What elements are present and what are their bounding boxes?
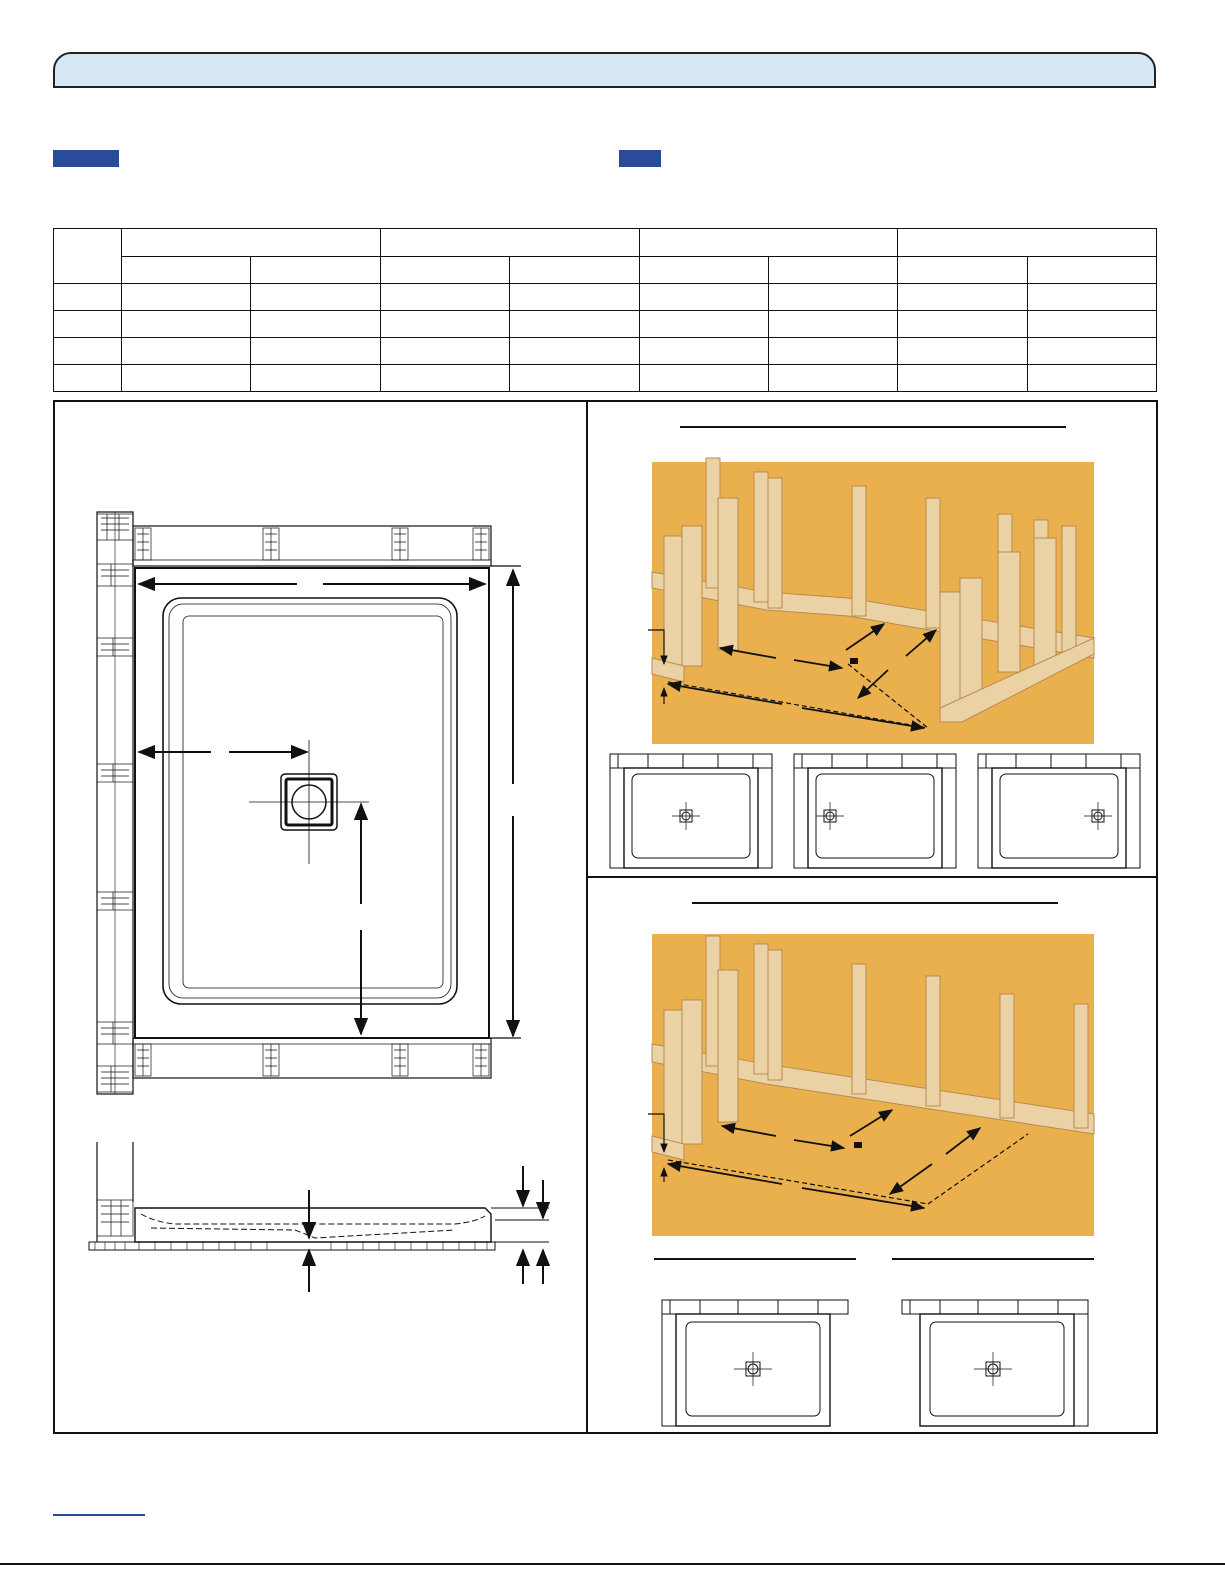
table-cell — [251, 284, 380, 311]
table-cell — [122, 338, 251, 365]
layout-thumbnail — [978, 754, 1140, 868]
table-row — [54, 284, 1157, 311]
table-cell — [898, 338, 1027, 365]
table-cell — [122, 365, 251, 392]
table-cell — [898, 365, 1027, 392]
right-section-tag — [619, 150, 661, 167]
panel-heading-rule — [692, 902, 1058, 904]
table-cell — [768, 338, 897, 365]
table-cell — [510, 311, 639, 338]
sub-header-cell — [898, 257, 1027, 284]
table-cell — [1027, 338, 1156, 365]
layout-thumbnail — [610, 754, 772, 868]
sub-header-cell — [510, 257, 639, 284]
table-cell — [768, 365, 897, 392]
table-cell — [639, 284, 768, 311]
table-cell — [122, 284, 251, 311]
sub-header-cell — [251, 257, 380, 284]
table-cell — [122, 311, 251, 338]
table-cell — [380, 338, 509, 365]
table-cell — [898, 311, 1027, 338]
sub-header-cell — [380, 257, 509, 284]
two-wall-framing-illustration — [588, 878, 1156, 1432]
shower-base-plan-drawing — [55, 402, 586, 1432]
table-cell — [54, 365, 122, 392]
group-header-cell — [380, 229, 639, 257]
table-cell — [380, 284, 509, 311]
panel-heading-rule — [680, 426, 1066, 428]
table-cell — [380, 365, 509, 392]
framing-panel-two-wall — [586, 876, 1158, 1434]
table-row — [54, 365, 1157, 392]
table-cell — [54, 338, 122, 365]
section-header-banner — [53, 52, 1156, 88]
table-cell — [1027, 365, 1156, 392]
thumbnail-heading-rule — [654, 1258, 856, 1260]
table-cell — [510, 284, 639, 311]
layout-thumbnail — [794, 754, 956, 868]
table-cell — [898, 284, 1027, 311]
sub-header-cell — [1027, 257, 1156, 284]
table-cell — [510, 365, 639, 392]
table-cell — [639, 311, 768, 338]
left-section-tag — [53, 150, 119, 167]
table-cell — [380, 311, 509, 338]
layout-thumbnail — [902, 1300, 1088, 1426]
table-cell — [639, 365, 768, 392]
table-cell — [1027, 284, 1156, 311]
framing-panel-three-wall — [586, 400, 1158, 878]
sub-header-cell — [639, 257, 768, 284]
layout-thumbnail — [662, 1300, 848, 1426]
table-row — [54, 311, 1157, 338]
footer-link-underline[interactable] — [53, 1514, 145, 1516]
model-header-cell — [54, 229, 122, 284]
thumbnail-heading-rule — [892, 1258, 1094, 1260]
table-cell — [639, 338, 768, 365]
dimension-table — [53, 228, 1157, 392]
table-cell — [510, 338, 639, 365]
table-cell — [1027, 311, 1156, 338]
table-cell — [251, 338, 380, 365]
table-cell — [54, 284, 122, 311]
group-header-cell — [898, 229, 1157, 257]
sub-header-cell — [122, 257, 251, 284]
three-wall-framing-illustration — [588, 402, 1156, 876]
dimension-drawing-panel — [53, 400, 588, 1434]
group-header-cell — [122, 229, 381, 257]
table-cell — [251, 365, 380, 392]
table-cell — [768, 284, 897, 311]
sub-header-cell — [768, 257, 897, 284]
group-header-cell — [639, 229, 898, 257]
table-cell — [768, 311, 897, 338]
page-bottom-rule — [0, 1563, 1225, 1565]
table-row — [54, 338, 1157, 365]
table-cell — [251, 311, 380, 338]
table-cell — [54, 311, 122, 338]
